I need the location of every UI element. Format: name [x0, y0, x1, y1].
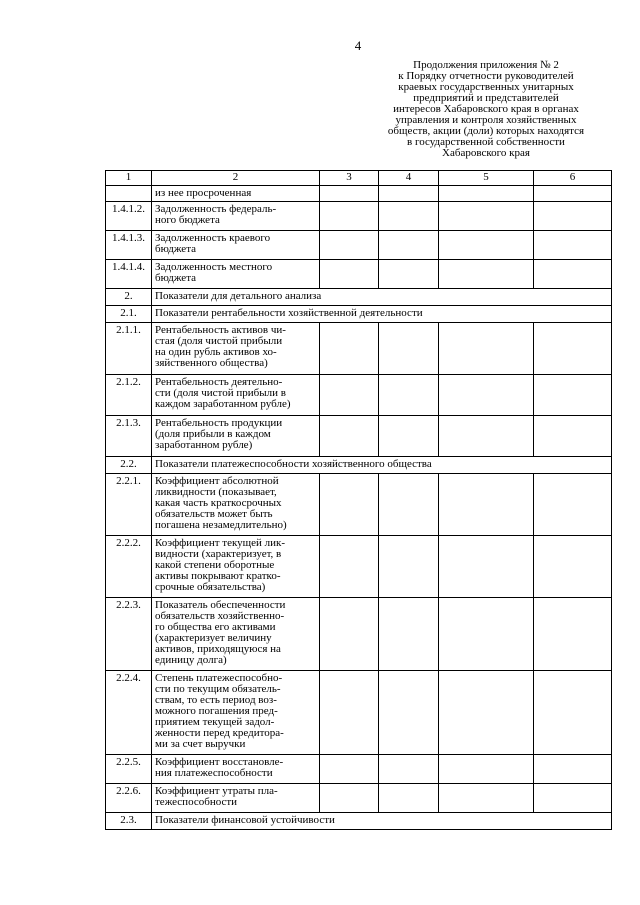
value-cell[interactable]	[320, 260, 379, 289]
header-line: предприятий и представителей	[413, 92, 559, 104]
header-line: в государственной собственности	[407, 136, 565, 148]
row-description: Коэффициент восстановле- ния платежеспособности	[152, 755, 320, 784]
value-cell[interactable]	[379, 671, 439, 755]
table-row	[106, 231, 612, 260]
value-cell[interactable]	[320, 474, 379, 536]
value-cell[interactable]	[439, 671, 534, 755]
section-row	[106, 457, 612, 474]
table-row	[106, 186, 612, 202]
value-cell[interactable]	[439, 231, 534, 260]
row-number: 2.1.2.	[106, 375, 152, 416]
row-description: Задолженность краевого бюджета	[152, 231, 320, 260]
value-cell[interactable]	[534, 202, 612, 231]
value-cell[interactable]	[534, 755, 612, 784]
table-row	[106, 323, 612, 375]
value-cell[interactable]	[379, 474, 439, 536]
value-cell[interactable]	[379, 231, 439, 260]
header-line: обществ, акции (доли) которых находятся	[387, 125, 585, 137]
row-number: 2.2.1.	[106, 474, 152, 536]
row-number: 1.4.1.2.	[106, 202, 152, 231]
value-cell[interactable]	[379, 375, 439, 416]
value-cell[interactable]	[534, 231, 612, 260]
row-number: 1.4.1.3.	[106, 231, 152, 260]
header-line: интересов Хабаровского края в органах	[393, 103, 579, 115]
value-cell[interactable]	[534, 536, 612, 598]
value-cell[interactable]	[320, 323, 379, 375]
row-number: 2.2.	[106, 457, 152, 474]
header-line: Продолжения приложения № 2	[413, 59, 559, 71]
row-description: Показатели платежеспособности хозяйственного общества	[152, 457, 612, 474]
value-cell[interactable]	[534, 784, 612, 813]
row-description: из нее просроченная	[152, 186, 320, 202]
header-line: управления и контроля хозяйственных	[395, 114, 577, 126]
row-description: Показатели финансовой устойчивости	[152, 813, 612, 830]
value-cell[interactable]	[439, 186, 534, 202]
column-number: 2	[152, 171, 320, 186]
value-cell[interactable]	[439, 416, 534, 457]
header-line: краевых государственных унитарных	[398, 81, 574, 93]
value-cell[interactable]	[379, 323, 439, 375]
value-cell[interactable]	[379, 202, 439, 231]
table-row	[106, 474, 612, 536]
value-cell[interactable]	[439, 598, 534, 671]
table-row	[106, 598, 612, 671]
value-cell[interactable]	[379, 536, 439, 598]
row-number: 2.1.1.	[106, 323, 152, 375]
table-row	[106, 536, 612, 598]
value-cell[interactable]	[379, 260, 439, 289]
table-row	[106, 784, 612, 813]
row-description: Задолженность федераль- ного бюджета	[152, 202, 320, 231]
table-row	[106, 755, 612, 784]
row-number: 2.1.3.	[106, 416, 152, 457]
row-description: Степень платежеспособно- сти по текущим обязатель- ствам, то есть период воз- можного погашения пред- приятием текущей задол- женности перед кредитора- ми за счет выручки	[152, 671, 320, 755]
value-cell[interactable]	[379, 598, 439, 671]
value-cell[interactable]	[320, 202, 379, 231]
row-description: Коэффициент текущей лик- видности (характеризует, в какой степени оборотные активы покрывают кратко- срочные обязательства)	[152, 536, 320, 598]
value-cell[interactable]	[534, 474, 612, 536]
table-row	[106, 260, 612, 289]
row-description: Рентабельность активов чи- стая (доля чистой прибыли на один рубль активов хо- зяйственного общества)	[152, 323, 320, 375]
value-cell[interactable]	[379, 755, 439, 784]
column-number: 6	[534, 171, 612, 186]
row-number: 2.2.2.	[106, 536, 152, 598]
header-line: к Порядку отчетности руководителей	[398, 70, 574, 82]
value-cell[interactable]	[320, 598, 379, 671]
row-description: Рентабельность продукции (доля прибыли в каждом заработанном рубле)	[152, 416, 320, 457]
value-cell[interactable]	[320, 536, 379, 598]
report-table	[105, 170, 612, 830]
value-cell[interactable]	[439, 323, 534, 375]
value-cell[interactable]	[534, 260, 612, 289]
section-row	[106, 306, 612, 323]
row-number: 2.2.5.	[106, 755, 152, 784]
appendix-header	[356, 60, 616, 159]
value-cell[interactable]	[439, 260, 534, 289]
row-description: Коэффициент утраты пла- тежеспособности	[152, 784, 320, 813]
row-number: 2.	[106, 289, 152, 306]
value-cell[interactable]	[320, 784, 379, 813]
row-number: 2.3.	[106, 813, 152, 830]
column-number: 5	[439, 171, 534, 186]
row-description: Задолженность местного бюджета	[152, 260, 320, 289]
header-line: Хабаровского края	[442, 147, 530, 159]
table-row	[106, 375, 612, 416]
value-cell[interactable]	[439, 202, 534, 231]
value-cell[interactable]	[534, 671, 612, 755]
row-number	[106, 186, 152, 202]
row-description: Показатель обеспеченности обязательств хозяйственно- го общества его активами (характеризует величину активов, приходящуюся на единицу долга)	[152, 598, 320, 671]
row-number: 1.4.1.4.	[106, 260, 152, 289]
value-cell[interactable]	[379, 784, 439, 813]
row-description: Рентабельность деятельно- сти (доля чистой прибыли в каждом заработанном рубле)	[152, 375, 320, 416]
value-cell[interactable]	[320, 416, 379, 457]
column-number: 3	[320, 171, 379, 186]
value-cell[interactable]	[320, 375, 379, 416]
value-cell[interactable]	[320, 231, 379, 260]
row-description: Коэффициент абсолютной ликвидности (показывает, какая часть краткосрочных обязательств может быть погашена незамедлительно)	[152, 474, 320, 536]
column-number: 1	[106, 171, 152, 186]
column-number-row	[106, 171, 612, 186]
row-number: 2.1.	[106, 306, 152, 323]
column-number: 4	[379, 171, 439, 186]
value-cell[interactable]	[379, 416, 439, 457]
value-cell[interactable]	[534, 598, 612, 671]
value-cell[interactable]	[534, 186, 612, 202]
value-cell[interactable]	[320, 671, 379, 755]
row-number: 2.2.3.	[106, 598, 152, 671]
value-cell[interactable]	[320, 755, 379, 784]
row-number: 2.2.4.	[106, 671, 152, 755]
value-cell[interactable]	[439, 536, 534, 598]
table-row	[106, 202, 612, 231]
section-row	[106, 813, 612, 830]
value-cell[interactable]	[439, 784, 534, 813]
row-description: Показатели для детального анализа	[152, 289, 612, 306]
row-number: 2.2.6.	[106, 784, 152, 813]
value-cell[interactable]	[439, 474, 534, 536]
value-cell[interactable]	[439, 375, 534, 416]
value-cell[interactable]	[320, 186, 379, 202]
value-cell[interactable]	[534, 323, 612, 375]
table-row	[106, 671, 612, 755]
value-cell[interactable]	[439, 755, 534, 784]
value-cell[interactable]	[379, 186, 439, 202]
value-cell[interactable]	[534, 416, 612, 457]
section-row	[106, 289, 612, 306]
row-description: Показатели рентабельности хозяйственной деятельности	[152, 306, 612, 323]
table-row	[106, 416, 612, 457]
value-cell[interactable]	[534, 375, 612, 416]
page-number: 4	[354, 38, 362, 53]
